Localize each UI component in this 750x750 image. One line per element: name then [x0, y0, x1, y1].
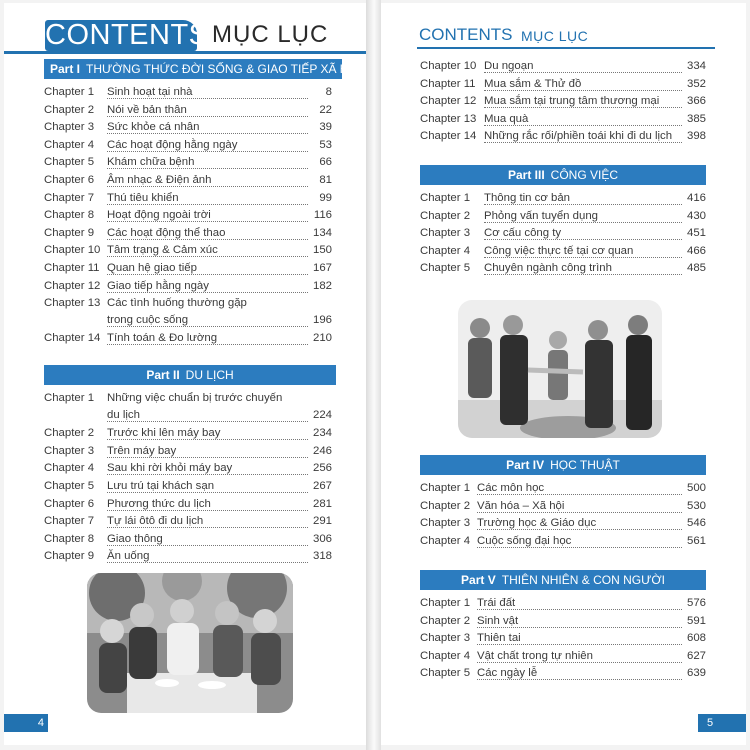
dot-leader	[107, 344, 308, 345]
chapter-label: Chapter 2	[420, 499, 471, 512]
dot-leader	[477, 494, 682, 495]
chapter-row	[420, 500, 706, 517]
chapter-row	[44, 244, 332, 261]
chapter-page-number: 466	[686, 244, 706, 257]
dot-leader	[107, 457, 308, 458]
contents-title: CONTENTS	[45, 19, 209, 51]
chapter-title-continued: du lịch	[107, 409, 140, 421]
friends-dining-illustration	[87, 573, 293, 713]
header-rule	[4, 51, 366, 54]
chapter-title: Ăn uống	[107, 550, 150, 563]
business-handshake-photo	[458, 300, 662, 438]
chapter-page-number: 182	[312, 279, 332, 292]
muc-luc-title: MỤC LỤC	[212, 21, 329, 48]
chapter-row	[420, 113, 706, 130]
chapter-row	[44, 480, 332, 497]
dot-leader	[107, 98, 308, 99]
dot-leader	[484, 222, 682, 223]
chapter-title: Mua sắm & Thử đồ	[484, 77, 582, 90]
chapter-title: Giao thông	[107, 532, 163, 545]
chapter-page-number: 530	[686, 499, 706, 512]
chapter-title: Các môn học	[477, 482, 545, 494]
chapter-row	[420, 60, 706, 77]
chapter-row	[44, 515, 332, 532]
chapter-label: Chapter 2	[420, 614, 471, 627]
dot-leader	[107, 221, 308, 222]
chapter-page-number: 561	[686, 534, 706, 547]
dot-leader	[477, 679, 682, 680]
dot-leader	[107, 256, 308, 257]
chapter-page-number: 627	[686, 649, 706, 662]
friends-dining-photo	[87, 573, 293, 713]
chapter-title: Lưu trú tại khách sạn	[107, 480, 215, 492]
dot-leader	[484, 142, 682, 143]
chapter-row	[44, 174, 332, 191]
chapter-label: Chapter 1	[44, 86, 95, 98]
chapter-page-number: 246	[312, 444, 332, 457]
part-title: THƯỜNG THỨC ĐỜI SỐNG & GIAO TIẾP XÃ HỘI	[86, 62, 362, 76]
dot-leader	[107, 239, 308, 240]
part-name: Part IV	[506, 458, 545, 472]
part-1-bar	[44, 59, 362, 79]
chapter-label: Chapter 6	[44, 174, 95, 186]
dot-leader	[477, 662, 682, 663]
chapter-title: Trước khi lên máy bay	[107, 427, 221, 440]
chapter-title: Tính toán & Đo lường	[107, 332, 218, 345]
chapter-row	[420, 482, 706, 499]
chapter-title: Sinh hoạt tại nhà	[107, 86, 193, 98]
book-gutter	[366, 0, 381, 750]
chapter-row	[420, 130, 706, 147]
chapter-row	[420, 210, 706, 227]
dot-leader	[484, 107, 682, 108]
dot-leader	[477, 512, 682, 513]
chapter-row	[420, 650, 706, 667]
chapter-page-number: 334	[686, 60, 706, 72]
chapter-row	[44, 192, 332, 209]
chapter-page-number: 53	[319, 138, 332, 151]
chapter-label: Chapter 5	[44, 156, 95, 169]
chapter-page-number: 430	[686, 209, 706, 222]
chapter-page-number: 500	[686, 482, 706, 494]
part-name: Part V	[461, 573, 496, 587]
dot-leader	[107, 527, 308, 528]
dot-leader	[484, 90, 682, 91]
chapter-title: Âm nhạc & Điện ảnh	[107, 174, 212, 186]
chapter-label: Chapter 11	[420, 77, 476, 90]
dot-leader	[107, 116, 308, 117]
chapter-row	[420, 615, 706, 632]
chapter-label: Chapter 4	[420, 534, 471, 547]
chapter-title-continued: trong cuộc sống	[107, 314, 189, 327]
chapter-row	[44, 104, 332, 121]
chapter-label: Chapter 13	[44, 297, 101, 310]
chapter-page-number: 576	[686, 597, 706, 609]
chapter-page-number: 256	[312, 462, 332, 475]
dot-leader	[107, 168, 308, 169]
chapter-title: Những rắc rối/phiền toái khi đi du lịch	[484, 130, 673, 143]
chapter-title: Cuộc sống đại học	[477, 534, 572, 547]
part-title: DU LỊCH	[185, 368, 234, 382]
chapter-title: Các hoạt động hằng ngày	[107, 138, 238, 151]
chapter-row	[420, 517, 706, 534]
chapter-row	[44, 332, 332, 349]
part-4-bar	[420, 455, 706, 475]
chapter-title: Sau khi rời khỏi máy bay	[107, 462, 233, 475]
chapter-row	[44, 121, 332, 138]
chapter-title: Nói về bản thân	[107, 103, 187, 116]
chapter-title: Trái đất	[477, 597, 516, 609]
chapter-label: Chapter 13	[420, 112, 477, 125]
chapter-label: Chapter 14	[44, 332, 101, 345]
chapter-page-number: 81	[319, 174, 332, 186]
dot-leader	[107, 151, 308, 152]
chapter-row	[420, 597, 706, 614]
chapter-label: Chapter 12	[420, 95, 477, 108]
chapter-title: Du ngoạn	[484, 60, 534, 72]
chapter-label: Chapter 8	[44, 209, 95, 222]
part-3-bar	[420, 165, 706, 185]
dot-leader	[484, 257, 682, 258]
part-title: CÔNG VIỆC	[550, 168, 619, 182]
chapter-page-number: 267	[312, 480, 332, 492]
chapter-title: Tâm trạng & Cảm xúc	[107, 244, 218, 257]
muc-luc-title: MỤC LỤC	[521, 28, 589, 44]
dot-leader	[477, 644, 682, 645]
chapter-page-number: 150	[312, 244, 332, 257]
chapter-row	[420, 245, 706, 262]
dot-leader	[107, 186, 308, 187]
part-title: THIÊN NHIÊN & CON NGƯỜI	[501, 573, 665, 587]
chapter-row	[44, 280, 332, 297]
chapter-label: Chapter 3	[420, 632, 471, 645]
chapter-label: Chapter 11	[44, 262, 100, 274]
chapter-label: Chapter 5	[420, 262, 471, 275]
chapter-label: Chapter 1	[44, 392, 95, 404]
chapter-label: Chapter 2	[44, 427, 95, 440]
chapter-title: Trường học & Giáo dục	[477, 517, 597, 530]
part-2-bar	[44, 365, 336, 385]
chapter-page-number: 224	[312, 409, 332, 421]
chapter-label: Chapter 9	[44, 550, 95, 563]
part-title: HỌC THUẬT	[550, 458, 620, 472]
chapter-label: Chapter 6	[44, 497, 95, 510]
chapter-page-number: 306	[312, 532, 332, 545]
dot-leader	[477, 547, 682, 548]
chapter-label: Chapter 4	[44, 138, 95, 151]
chapter-title: Các tình huống thường gặp	[107, 297, 247, 310]
chapter-label: Chapter 12	[44, 279, 101, 292]
chapter-title: Khám chữa bệnh	[107, 156, 195, 169]
chapter-page-number: 39	[319, 121, 332, 134]
dot-leader	[107, 421, 308, 422]
chapter-title: Tự lái ôtô đi du lịch	[107, 515, 204, 528]
chapter-label: Chapter 4	[44, 462, 95, 475]
chapter-page-number: 22	[319, 103, 332, 116]
dot-leader	[484, 204, 682, 205]
chapter-title: Mua quà	[484, 112, 529, 125]
dot-leader	[107, 133, 308, 134]
chapter-label: Chapter 7	[44, 515, 95, 528]
chapter-page-number: 385	[686, 112, 706, 125]
chapter-page-number: 398	[686, 130, 706, 143]
chapter-page-number: 281	[312, 497, 332, 510]
chapter-label: Chapter 1	[420, 482, 471, 494]
chapter-label: Chapter 1	[420, 192, 471, 204]
chapter-page-number: 291	[312, 515, 332, 528]
chapter-row	[420, 227, 706, 244]
part-name: Part I	[50, 62, 81, 76]
dot-leader	[484, 274, 682, 275]
chapter-row	[44, 445, 332, 462]
header-rule	[417, 47, 715, 49]
chapter-label: Chapter 7	[44, 191, 95, 204]
chapter-label: Chapter 10	[420, 60, 477, 72]
chapter-title: Phỏng vấn tuyển dụng	[484, 209, 599, 222]
chapter-label: Chapter 3	[44, 444, 95, 457]
chapter-page-number: 8	[325, 86, 332, 98]
chapter-title: Mua sắm tại trung tâm thương mại	[484, 95, 660, 108]
chapter-page-number: 196	[312, 314, 332, 327]
part-name: Part II	[146, 368, 180, 382]
chapter-page-number: 116	[313, 209, 332, 222]
chapter-row	[420, 535, 706, 552]
chapter-row	[44, 498, 332, 515]
chapter-label: Chapter 3	[420, 227, 471, 240]
chapter-page-number: 352	[686, 77, 706, 90]
chapter-title: Vật chất trong tự nhiên	[477, 649, 593, 662]
chapter-label: Chapter 3	[44, 121, 95, 134]
part-name: Part III	[507, 168, 545, 182]
chapter-title: Sức khỏe cá nhân	[107, 121, 200, 134]
chapter-label: Chapter 8	[44, 532, 95, 545]
chapter-row	[44, 227, 332, 244]
chapter-label: Chapter 3	[420, 517, 471, 530]
chapter-title: Thông tin cơ bản	[484, 192, 570, 204]
chapter-page-number: 366	[686, 95, 706, 108]
chapter-title: Những việc chuẩn bị trước chuyến	[107, 392, 283, 404]
right-page	[381, 3, 746, 745]
chapter-row	[44, 86, 332, 103]
chapter-title: Các ngày lễ	[477, 667, 538, 680]
dot-leader	[107, 274, 308, 275]
chapter-row	[420, 78, 706, 95]
dot-leader	[107, 326, 308, 327]
chapter-page-number: 210	[312, 332, 332, 345]
chapter-page-number: 416	[686, 192, 706, 204]
dot-leader	[107, 562, 308, 563]
chapter-row	[44, 392, 332, 426]
chapter-page-number: 546	[686, 517, 706, 530]
page-number-left: 4	[4, 714, 48, 732]
chapter-label: Chapter 9	[44, 226, 95, 239]
chapter-title: Các hoạt động thể thao	[107, 226, 226, 239]
chapter-page-number: 134	[312, 226, 332, 239]
business-handshake-illustration	[458, 300, 662, 438]
dot-leader	[107, 492, 308, 493]
chapter-title: Quan hệ giao tiếp	[107, 262, 197, 274]
chapter-title: Phương thức du lịch	[107, 497, 211, 510]
chapter-page-number: 608	[686, 632, 706, 645]
chapter-title: Công việc thực tế tại cơ quan	[484, 244, 634, 257]
chapter-page-number: 485	[686, 262, 706, 275]
chapter-title: Giao tiếp hằng ngày	[107, 279, 209, 292]
chapter-title: Cơ cấu công ty	[484, 227, 562, 240]
dot-leader	[107, 474, 308, 475]
dot-leader	[477, 609, 682, 610]
chapter-title: Trên máy bay	[107, 444, 177, 457]
page-number-right: 5	[698, 714, 746, 732]
chapter-page-number: 591	[686, 614, 706, 627]
chapter-label: Chapter 2	[420, 209, 471, 222]
chapter-row	[44, 209, 332, 226]
chapter-label: Chapter 14	[420, 130, 477, 143]
chapter-row	[44, 462, 332, 479]
dot-leader	[107, 292, 308, 293]
chapter-title: Chuyên ngành công trình	[484, 262, 612, 275]
chapter-page-number: 318	[312, 550, 332, 563]
chapter-row	[44, 533, 332, 550]
dot-leader	[477, 627, 682, 628]
dot-leader	[484, 125, 682, 126]
chapter-page-number: 639	[686, 667, 706, 680]
chapter-page-number: 451	[686, 227, 706, 240]
chapter-row	[44, 427, 332, 444]
chapter-title: Sinh vật	[477, 614, 519, 627]
chapter-row	[420, 632, 706, 649]
chapter-title: Thú tiêu khiển	[107, 191, 179, 204]
left-page	[4, 3, 366, 745]
dot-leader	[484, 72, 682, 73]
chapter-title: Văn hóa – Xã hội	[477, 499, 565, 512]
chapter-row	[44, 297, 332, 331]
dot-leader	[107, 439, 308, 440]
chapter-page-number: 167	[312, 262, 332, 274]
chapter-row	[44, 550, 332, 567]
chapter-label: Chapter 5	[44, 480, 95, 492]
chapter-row	[44, 139, 332, 156]
chapter-row	[420, 262, 706, 279]
chapter-row	[420, 95, 706, 112]
dot-leader	[107, 510, 308, 511]
chapter-title: Thiên tai	[477, 632, 521, 645]
contents-title: CONTENTS	[419, 25, 513, 44]
chapter-row	[420, 667, 706, 684]
chapter-label: Chapter 10	[44, 244, 101, 257]
chapter-title: Hoạt động ngoài trời	[107, 209, 211, 222]
chapter-page-number: 66	[319, 156, 332, 169]
chapter-row	[420, 192, 706, 209]
dot-leader	[107, 204, 308, 205]
chapter-label: Chapter 4	[420, 649, 471, 662]
dot-leader	[107, 545, 308, 546]
dot-leader	[484, 239, 682, 240]
chapter-row	[44, 156, 332, 173]
part-5-bar	[420, 570, 706, 590]
chapter-row	[44, 262, 332, 279]
chapter-label: Chapter 1	[420, 597, 471, 609]
chapter-label: Chapter 4	[420, 244, 471, 257]
chapter-label: Chapter 2	[44, 103, 95, 116]
chapter-label: Chapter 5	[420, 667, 471, 680]
dot-leader	[477, 529, 682, 530]
chapter-page-number: 234	[312, 427, 332, 440]
chapter-page-number: 99	[319, 191, 332, 204]
